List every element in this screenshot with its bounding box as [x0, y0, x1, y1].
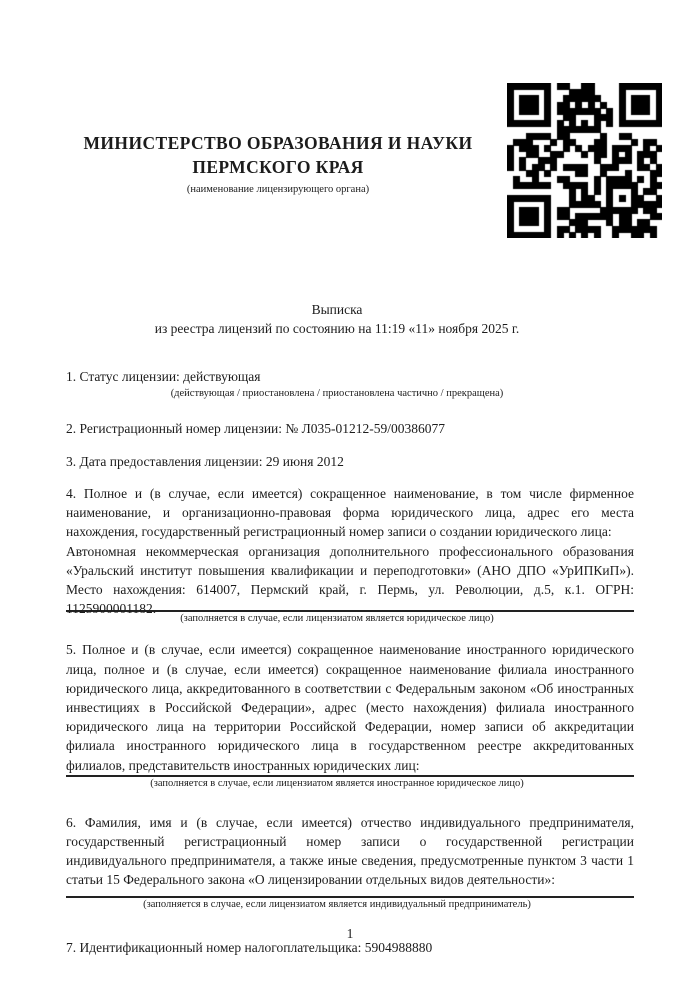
ministry-caption: (наименование лицензирующего органа): [186, 184, 370, 195]
license-grant-date-line: 3. Дата предоставления лицензии: 29 июня 2012: [66, 453, 344, 469]
entrepreneur-caption: (заполняется в случае, если лицензиатом является индивидуальный предприниматель): [143, 898, 531, 910]
licensing-authority-header: [66, 131, 490, 196]
document-title: [66, 300, 634, 338]
entrepreneur-statement: 6. Фамилия, имя и (в случае, если имеется) отчество индивидуального предпринимателя, государственный регистрационный номер записи о государственной регистрации индивидуального предпринимателя, а также иные сведения, предусмотренные пунктом 3 части 1 статьи 15 Федерального закона «О лицензировании отдельных видов деятельности»:: [66, 814, 634, 888]
page-number: 1: [346, 926, 354, 941]
ministry-name-line2: ПЕРМСКОГО КРАЯ: [192, 157, 364, 177]
taxpayer-id-line: 7. Идентификационный номер налогоплательщика: 5904988880: [66, 939, 433, 955]
document-title-line1: Выписка: [311, 302, 363, 317]
ministry-name-line1: МИНИСТЕРСТВО ОБРАЗОВАНИЯ И НАУКИ: [83, 133, 473, 153]
registration-number-line: 2. Регистрационный номер лицензии: № Л035-01212-59/00386077: [66, 420, 446, 436]
foreign-entity-statement: 5. Полное и (в случае, если имеется) сокращенное наименование иностранного юридического лица, полное и (в случае, если имеется) сокращенное наименование филиала иностранного юридического лица, аккредитованного в соответствии с Федеральным законом «Об иностранных инвестициях в Российской Федерации», адрес (место нахождения) филиала иностранного юридического лица на территории Российской Федерации, номер записи об аккредитации филиала иностранного юридического лица в государственном реестре аккредитованных филиалов, представительств иностранных юридических лиц:: [66, 642, 634, 773]
qr-code-icon: [507, 83, 662, 238]
legal-entity-value: Автономная некоммерческая организация дополнительного профессионального образования «Уральский институт повышения квалификации и переподготовки» (АНО ДПО «УрИПКиП»). Место нахождения: 614007, Пермский край, г. Пермь, ул. Революции, д.5, к.1. ОГРН: 1125900001182.: [66, 543, 634, 617]
document-body: [66, 300, 634, 957]
legal-entity-caption: (заполняется в случае, если лицензиатом является юридическое лицо): [180, 613, 494, 625]
legal-entity-statement: 4. Полное и (в случае, если имеется) сокращенное наименование, в том числе фирменное наименование, и организационно-правовая форма юридического лица, адрес его места нахождения, государственный регистрационный номер записи о создании юридического лица:: [66, 486, 634, 540]
foreign-entity-caption: (заполняется в случае, если лицензиатом является иностранное юридическое лицо): [150, 777, 524, 789]
license-status-caption: (действующая / приостановлена / приостановлена частично / прекращена): [170, 387, 504, 399]
license-status-line: 1. Статус лицензии: действующая: [66, 369, 261, 385]
document-title-line2: из реестра лицензий по состоянию на 11:19 «11» ноября 2025 г.: [154, 321, 520, 337]
